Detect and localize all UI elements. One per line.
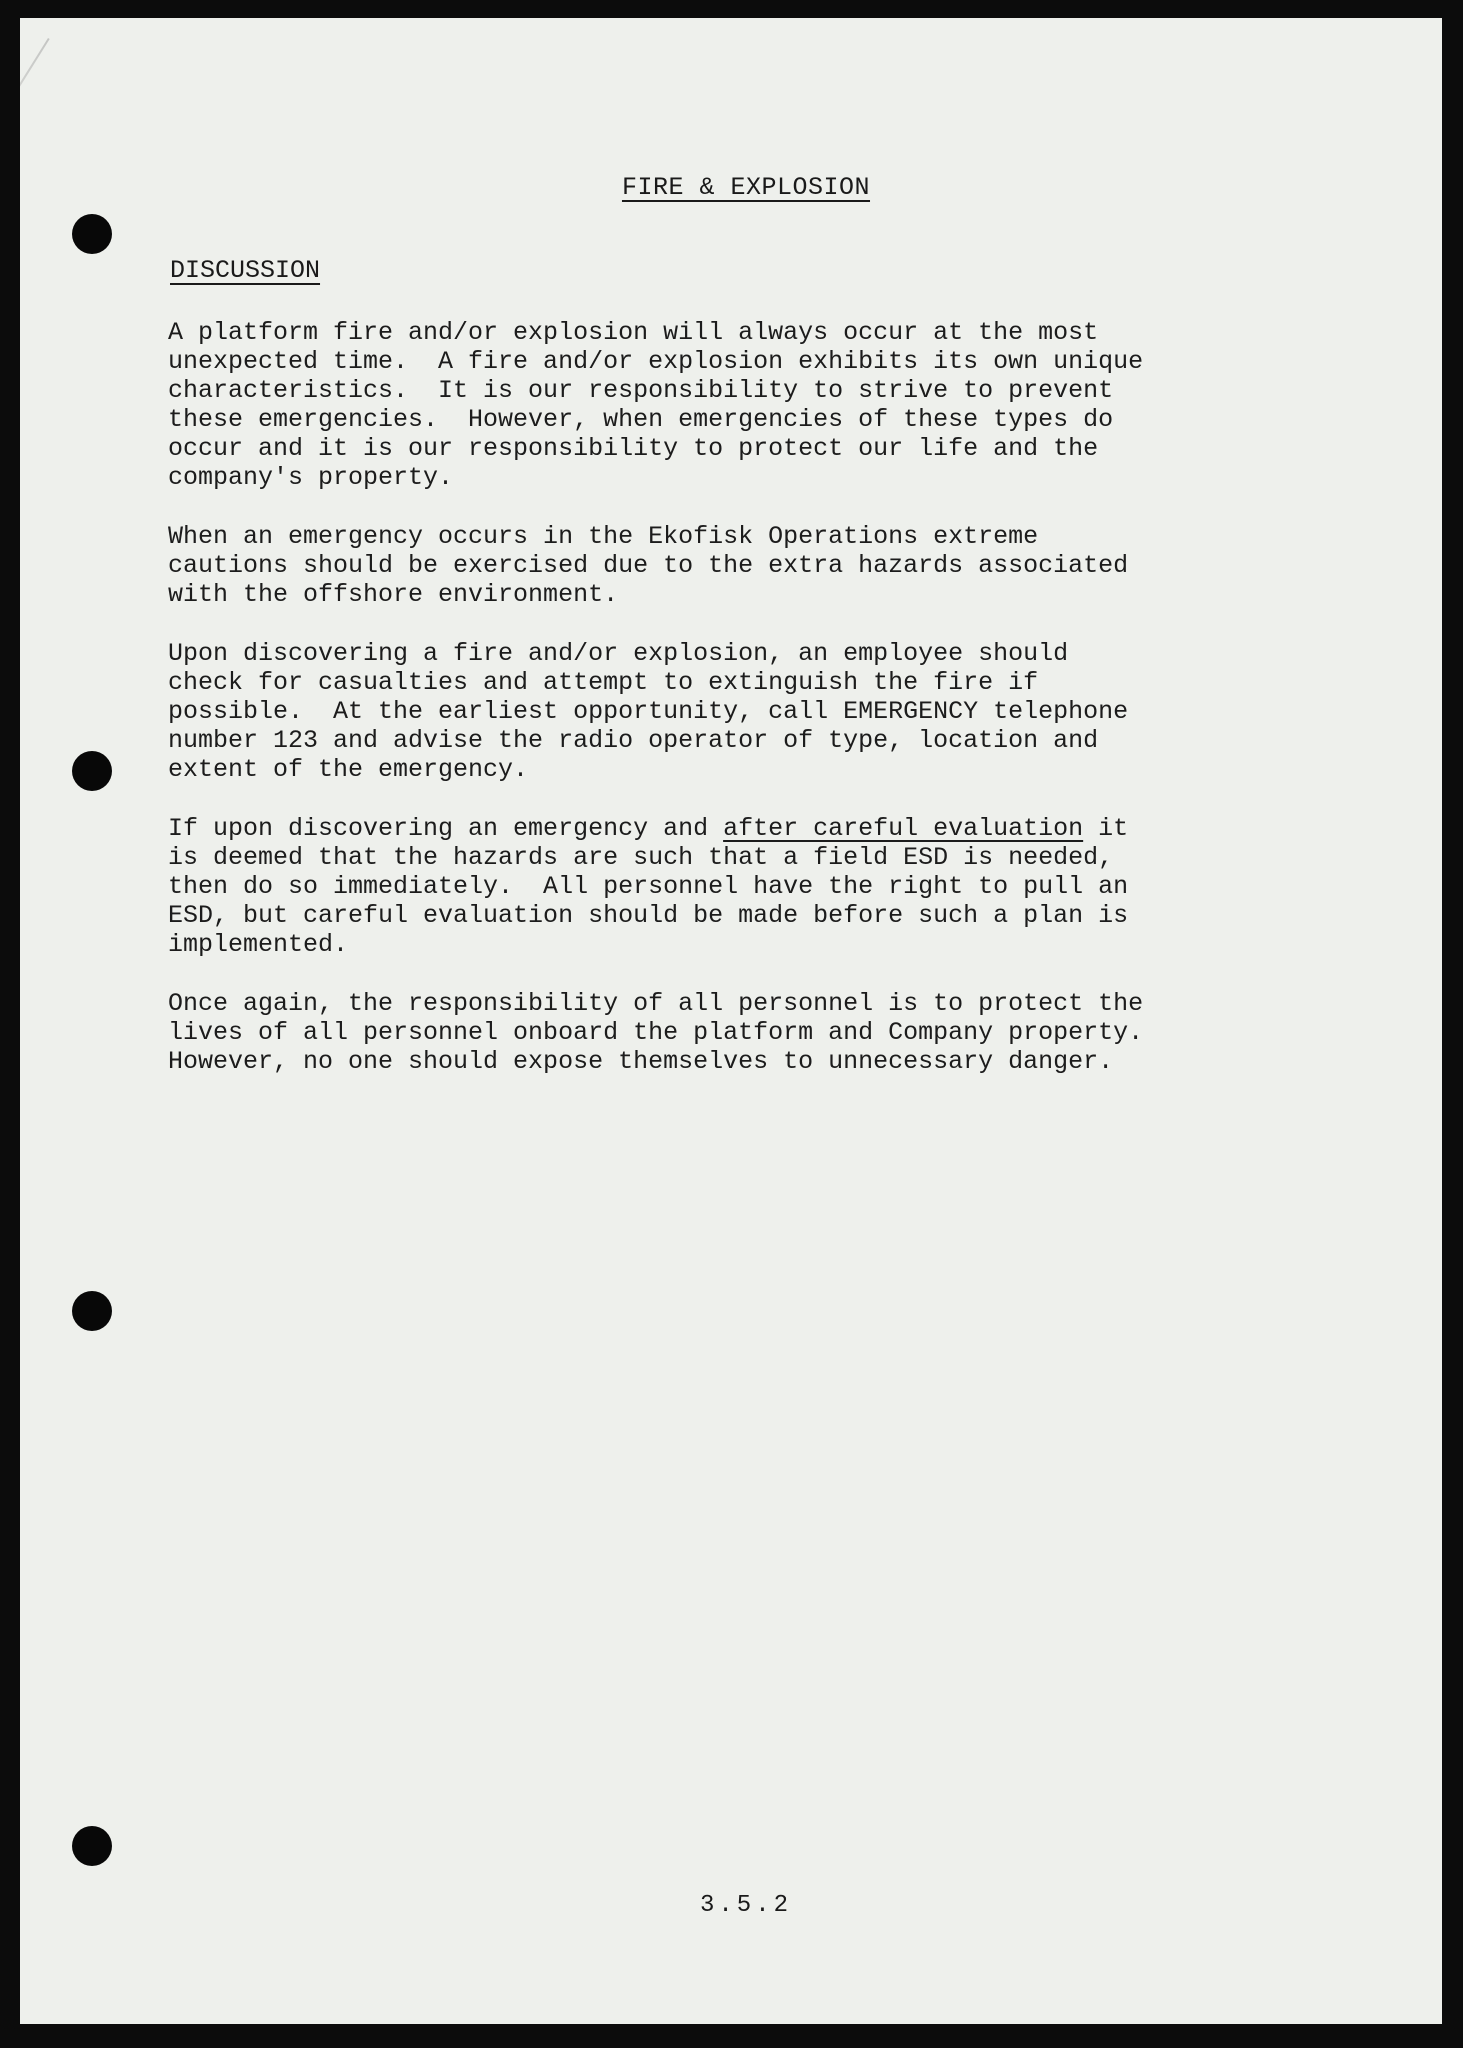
page-number: 3.5.2 bbox=[699, 1892, 792, 1919]
text-line: ESD, but careful evaluation should be made before such a plan is bbox=[168, 901, 1129, 930]
underlined-phrase: after careful evaluation bbox=[723, 814, 1084, 843]
text-line: check for casualties and attempt to extinguish the fire if bbox=[168, 668, 1039, 697]
punch-hole bbox=[72, 751, 112, 791]
punch-hole bbox=[72, 1291, 112, 1331]
body-text bbox=[168, 318, 1338, 1106]
section-heading: DISCUSSION bbox=[170, 256, 321, 285]
text-line: A platform fire and/or explosion will always occur at the most bbox=[168, 318, 1099, 347]
text-line: number 123 and advise the radio operator of type, location and bbox=[168, 726, 1099, 755]
text-line: cautions should be exercised due to the extra hazards associated bbox=[168, 551, 1129, 580]
paragraph-4 bbox=[168, 814, 1338, 959]
text-line: When an emergency occurs in the Ekofisk Operations extreme bbox=[168, 522, 1039, 551]
document-title: FIRE & EXPLOSION bbox=[621, 173, 871, 202]
punch-hole bbox=[72, 214, 112, 254]
text-line: unexpected time. A fire and/or explosion exhibits its own unique bbox=[168, 347, 1144, 376]
text-line: with the offshore environment. bbox=[168, 580, 619, 609]
punch-hole bbox=[72, 1826, 112, 1866]
text-line: occur and it is our responsibility to protect our life and the bbox=[168, 434, 1099, 463]
text-line: these emergencies. However, when emergencies of these types do bbox=[168, 405, 1114, 434]
paragraph-3 bbox=[168, 639, 1338, 784]
paragraph-1 bbox=[168, 318, 1338, 492]
text-line: lives of all personnel onboard the platform and Company property. bbox=[168, 1018, 1144, 1047]
paragraph-2 bbox=[168, 522, 1338, 609]
text-line: Once again, the responsibility of all personnel is to protect the bbox=[168, 989, 1144, 1018]
text-line: it bbox=[1083, 814, 1129, 843]
text-line: possible. At the earliest opportunity, call EMERGENCY telephone bbox=[168, 697, 1129, 726]
text-line: extent of the emergency. bbox=[168, 755, 529, 784]
text-line: However, no one should expose themselves to unnecessary danger. bbox=[168, 1047, 1114, 1076]
text-line: company's property. bbox=[168, 463, 454, 492]
text-line: is deemed that the hazards are such that a field ESD is needed, bbox=[168, 843, 1114, 872]
text-line: then do so immediately. All personnel have the right to pull an bbox=[168, 872, 1129, 901]
text-line: implemented. bbox=[168, 930, 349, 959]
text-line: Upon discovering a fire and/or explosion, an employee should bbox=[168, 639, 1069, 668]
paragraph-5 bbox=[168, 989, 1338, 1076]
text-line: If upon discovering an emergency and bbox=[168, 814, 724, 843]
document-page bbox=[20, 18, 1442, 2024]
text-line: characteristics. It is our responsibility to strive to prevent bbox=[168, 376, 1114, 405]
